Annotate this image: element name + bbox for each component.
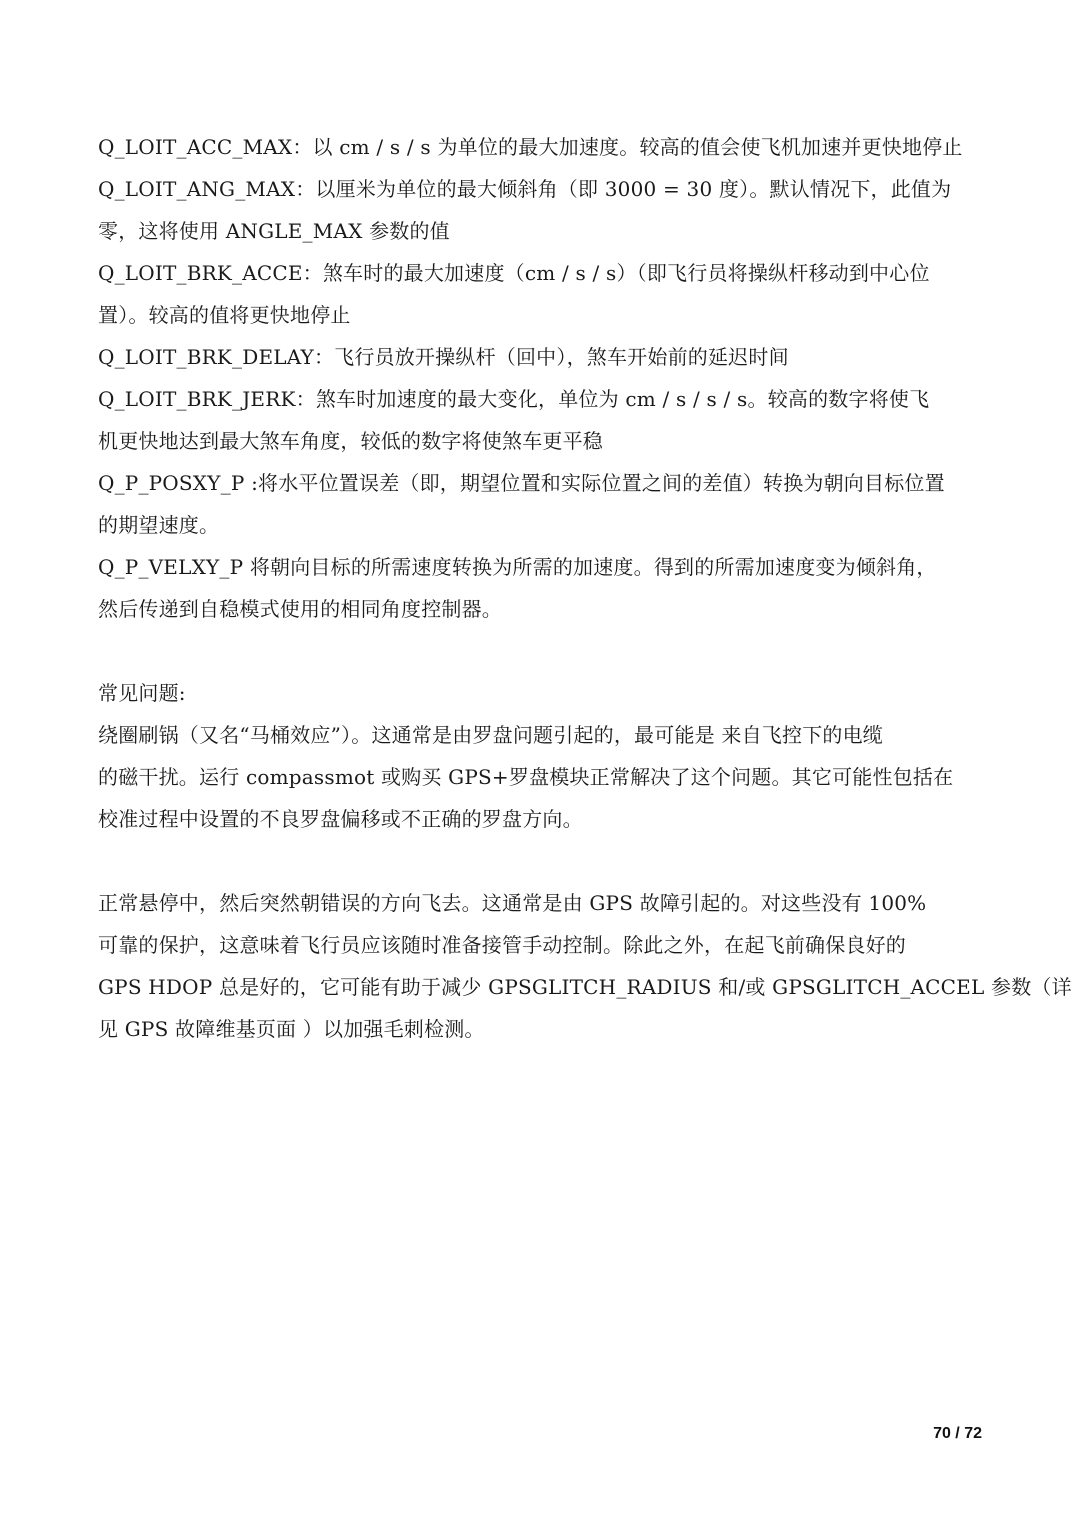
param-q-p-velxy-p bbox=[98, 546, 982, 630]
text-line: 零，这将使用 ANGLE_MAX 参数的值 bbox=[98, 219, 450, 243]
param-q-loit-ang-max bbox=[98, 168, 982, 252]
text-line: GPS HDOP 总是好的，它可能有助于减少 GPSGLITCH_RADIUS 和/或 GPSGLITCH_ACCEL 参数（详 bbox=[98, 975, 1072, 999]
param-q-loit-brk-jerk bbox=[98, 378, 982, 462]
text-line: Q_LOIT_ACC_MAX：以 cm / s / s 为单位的最大加速度。较高的值会使飞机加速并更快地停止 bbox=[98, 135, 963, 159]
text-line: 置）。较高的值将更快地停止 bbox=[98, 303, 351, 327]
param-q-loit-brk-acce bbox=[98, 252, 982, 336]
text-line: 校准过程中设置的不良罗盘偏移或不正确的罗盘方向。 bbox=[98, 807, 583, 831]
paragraph-spacer bbox=[98, 840, 982, 882]
faq-paragraph-toilet-bowl bbox=[98, 714, 982, 840]
text-line: Q_LOIT_BRK_JERK：煞车时加速度的最大变化，单位为 cm / s / s / s。较高的数字将使飞 bbox=[98, 387, 930, 411]
text-line: 绕圈刷锅（又名“马桶效应”）。这通常是由罗盘问题引起的，最可能是 来自飞控下的电缆 bbox=[98, 723, 884, 747]
text-line: 可靠的保护，这意味着飞行员应该随时准备接管手动控制。除此之外，在起飞前确保良好的 bbox=[98, 933, 906, 957]
document-body bbox=[98, 126, 1072, 1050]
text-line: Q_LOIT_BRK_DELAY：飞行员放开操纵杆（回中），煞车开始前的延迟时间 bbox=[98, 345, 789, 369]
text-line: Q_LOIT_ANG_MAX：以厘米为单位的最大倾斜角（即 3000 = 30 度）。默认情况下，此值为 bbox=[98, 177, 952, 201]
text-line: Q_P_VELXY_P 将朝向目标的所需速度转换为所需的加速度。得到的所需加速度变为倾斜角， bbox=[98, 555, 937, 579]
text-line: 机更快地达到最大煞车角度，较低的数字将使煞车更平稳 bbox=[98, 429, 603, 453]
param-q-p-posxy-p bbox=[98, 462, 982, 546]
text-line: 见 GPS 故障维基页面 ）以加强毛刺检测。 bbox=[98, 1017, 485, 1041]
param-q-loit-acc-max bbox=[98, 126, 982, 168]
text-line: Q_P_POSXY_P :将水平位置误差（即，期望位置和实际位置之间的差值）转换为朝向目标位置 bbox=[98, 471, 945, 495]
faq-heading: 常见问题: bbox=[98, 681, 186, 705]
text-line: 的期望速度。 bbox=[98, 513, 220, 537]
text-line: 正常悬停中，然后突然朝错误的方向飞去。这通常是由 GPS 故障引起的。对这些没有 100% bbox=[98, 891, 927, 915]
param-q-loit-brk-delay bbox=[98, 336, 982, 378]
section-spacer bbox=[98, 630, 982, 672]
text-line: 的磁干扰。运行 compassmot 或购买 GPS+罗盘模块正常解决了这个问题。其它可能性包括在 bbox=[98, 765, 954, 789]
faq-section bbox=[98, 672, 1072, 1050]
text-line: 然后传递到自稳模式使用的相同角度控制器。 bbox=[98, 597, 502, 621]
faq-paragraph-gps-glitch bbox=[98, 882, 1072, 1050]
text-line: Q_LOIT_BRK_ACCE：煞车时的最大加速度（cm / s / s）（即飞行员将操纵杆移动到中心位 bbox=[98, 261, 930, 285]
page-number: 70 / 72 bbox=[933, 1425, 982, 1442]
